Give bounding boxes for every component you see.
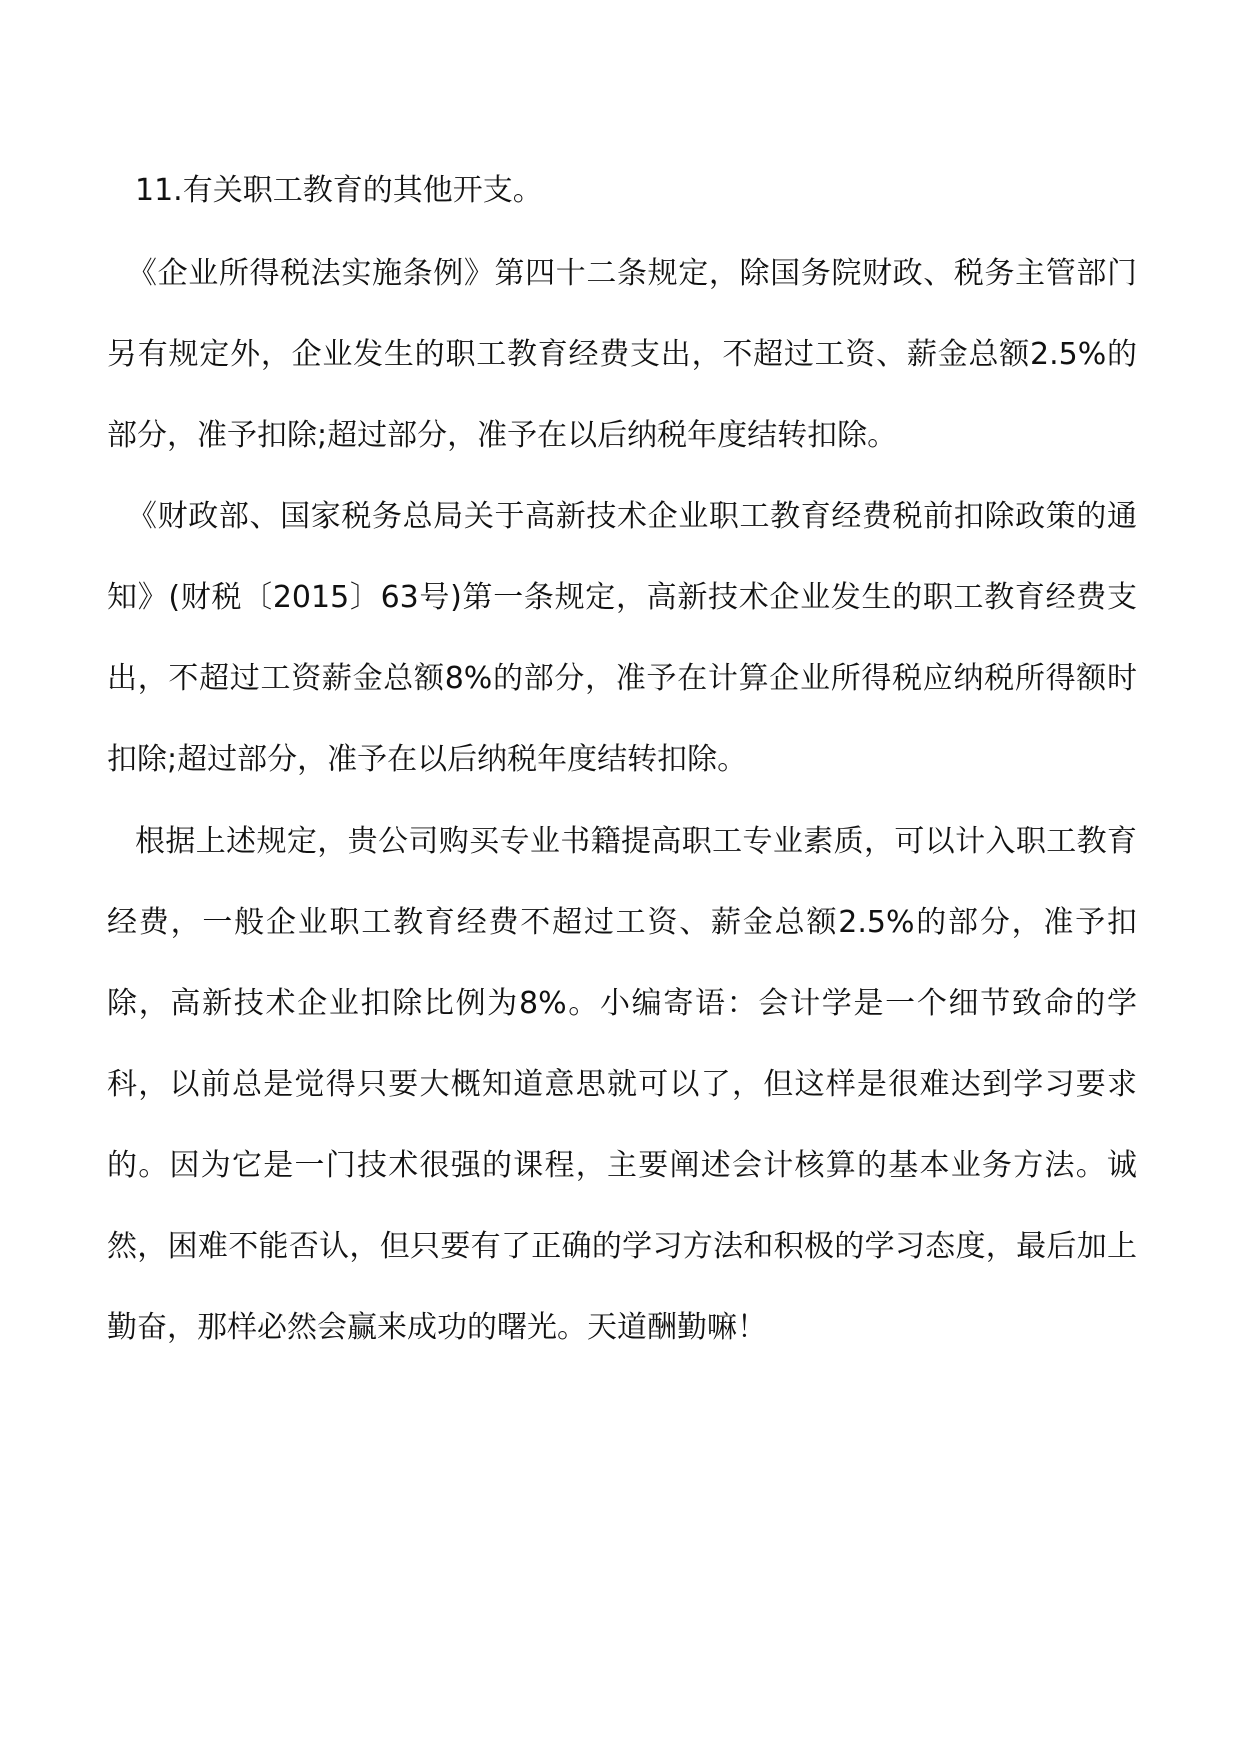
paragraph-regulation-article-42: 《企业所得税法实施条例》第四十二条规定，除国务院财政、税务主管部门另有规定外，企业发生的职工教育经费支出，不超过工资、薪金总额2.5%的部分，准予扣除;超过部分，准予在以后纳税年度结转扣除。 <box>107 256 1137 453</box>
paragraph-heading-item-11: 11.有关职工教育的其他开支。 <box>135 173 543 208</box>
paragraph-high-tech-notice: 《财政部、国家税务总局关于高新技术企业职工教育经费税前扣除政策的通知》(财税〔2015〕63号)第一条规定，高新技术企业发生的职工教育经费支出，不超过工资薪金总额8%的部分，准予在计算企业所得税应纳税所得额时扣除;超过部分，准予在以后纳税年度结转扣除。 <box>107 499 1137 777</box>
paragraph-conclusion: 根据上述规定，贵公司购买专业书籍提高职工专业素质，可以计入职工教育经费，一般企业职工教育经费不超过工资、薪金总额2.5%的部分，准予扣除，高新技术企业扣除比例为8%。小编寄语：会计学是一个细节致命的学科，以前总是觉得只要大概知道意思就可以了，但这样是很难达到学习要求的。因为它是一门技术很强的课程，主要阐述会计核算的基本业务方法。诚然，困难不能否认，但只要有了正确的学习方法和积极的学习态度，最后加上勤奋，那样必然会赢来成功的曙光。天道酬勤嘛！ <box>107 824 1137 1345</box>
